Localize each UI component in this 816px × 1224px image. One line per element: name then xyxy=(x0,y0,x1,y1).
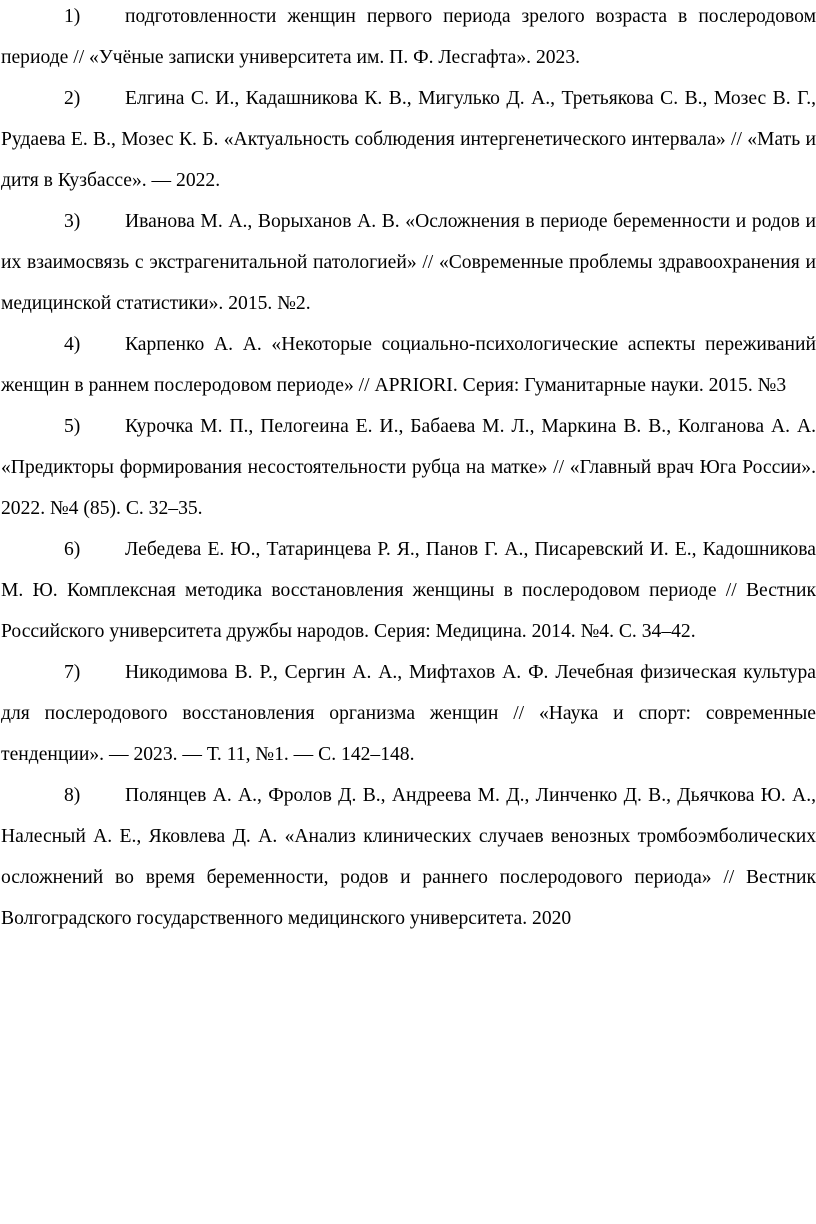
reference-text: Карпенко А. А. «Некоторые социально-психологические аспекты переживаний женщин в раннем послеродовом периоде» // APRIORI. Серия: Гуманитарные науки. 2015. №3 xyxy=(1,334,816,396)
reference-text: Полянцев А. А., Фролов Д. В., Андреева М. Д., Линченко Д. В., Дьячкова Ю. А., Налесный А. Е., Яковлева Д. А. «Анализ клинических случаев венозных тромбоэмболических осложнений во время беременности, родов и раннего послеродового периода» // Вестник Волгоградского государственного медицинского университета. 2020 xyxy=(1,785,816,929)
reference-text: подготовленности женщин первого периода зрелого возраста в послеродовом периоде // «Учёные записки университета им. П. Ф. Лесгафта». 2023. xyxy=(1,6,816,68)
reference-item-2 xyxy=(1,78,816,201)
reference-number: 3) xyxy=(64,211,81,232)
reference-number: 6) xyxy=(64,539,81,560)
reference-text: Елгина С. И., Кадашникова К. В., Мигулько Д. А., Третьякова С. В., Мозес В. Г., Рудаева Е. В., Мозес К. Б. «Актуальность соблюдения интергенетического интервала» // «Мать и дитя в Кузбассе». — 2022. xyxy=(1,88,816,191)
reference-text: Лебедева Е. Ю., Татаринцева Р. Я., Панов Г. А., Писаревский И. Е., Кадошникова М. Ю. Комплексная методика восстановления женщины в послеродовом периоде // Вестник Российского университета дружбы народов. Серия: Медицина. 2014. №4. С. 34–42. xyxy=(1,539,816,642)
reference-number: 1) xyxy=(64,6,81,27)
reference-text: Иванова М. А., Ворыханов А. В. «Осложнения в периоде беременности и родов и их взаимосвязь с экстрагенитальной патологией» // «Современные проблемы здравоохранения и медицинской статистики». 2015. №2. xyxy=(1,211,816,314)
reference-number: 4) xyxy=(64,334,81,355)
reference-item-8 xyxy=(1,775,816,939)
reference-item-3 xyxy=(1,201,816,324)
reference-list xyxy=(1,0,816,939)
reference-item-7 xyxy=(1,652,816,775)
reference-item-1 xyxy=(1,0,816,78)
reference-number: 5) xyxy=(64,416,81,437)
reference-number: 2) xyxy=(64,88,81,109)
reference-number: 8) xyxy=(64,785,81,806)
reference-item-6 xyxy=(1,529,816,652)
reference-item-4 xyxy=(1,324,816,406)
reference-text: Курочка М. П., Пелогеина Е. И., Бабаева М. Л., Маркина В. В., Колганова А. А. «Предикторы формирования несостоятельности рубца на матке» // «Главный врач Юга России». 2022. №4 (85). С. 32–35. xyxy=(1,416,816,519)
reference-number: 7) xyxy=(64,662,81,683)
reference-text: Никодимова В. Р., Сергин А. А., Мифтахов А. Ф. Лечебная физическая культура для послеродового восстановления организма женщин // «Наука и спорт: современные тенденции». — 2023. — Т. 11, №1. — С. 142–148. xyxy=(1,662,816,765)
reference-item-5 xyxy=(1,406,816,529)
